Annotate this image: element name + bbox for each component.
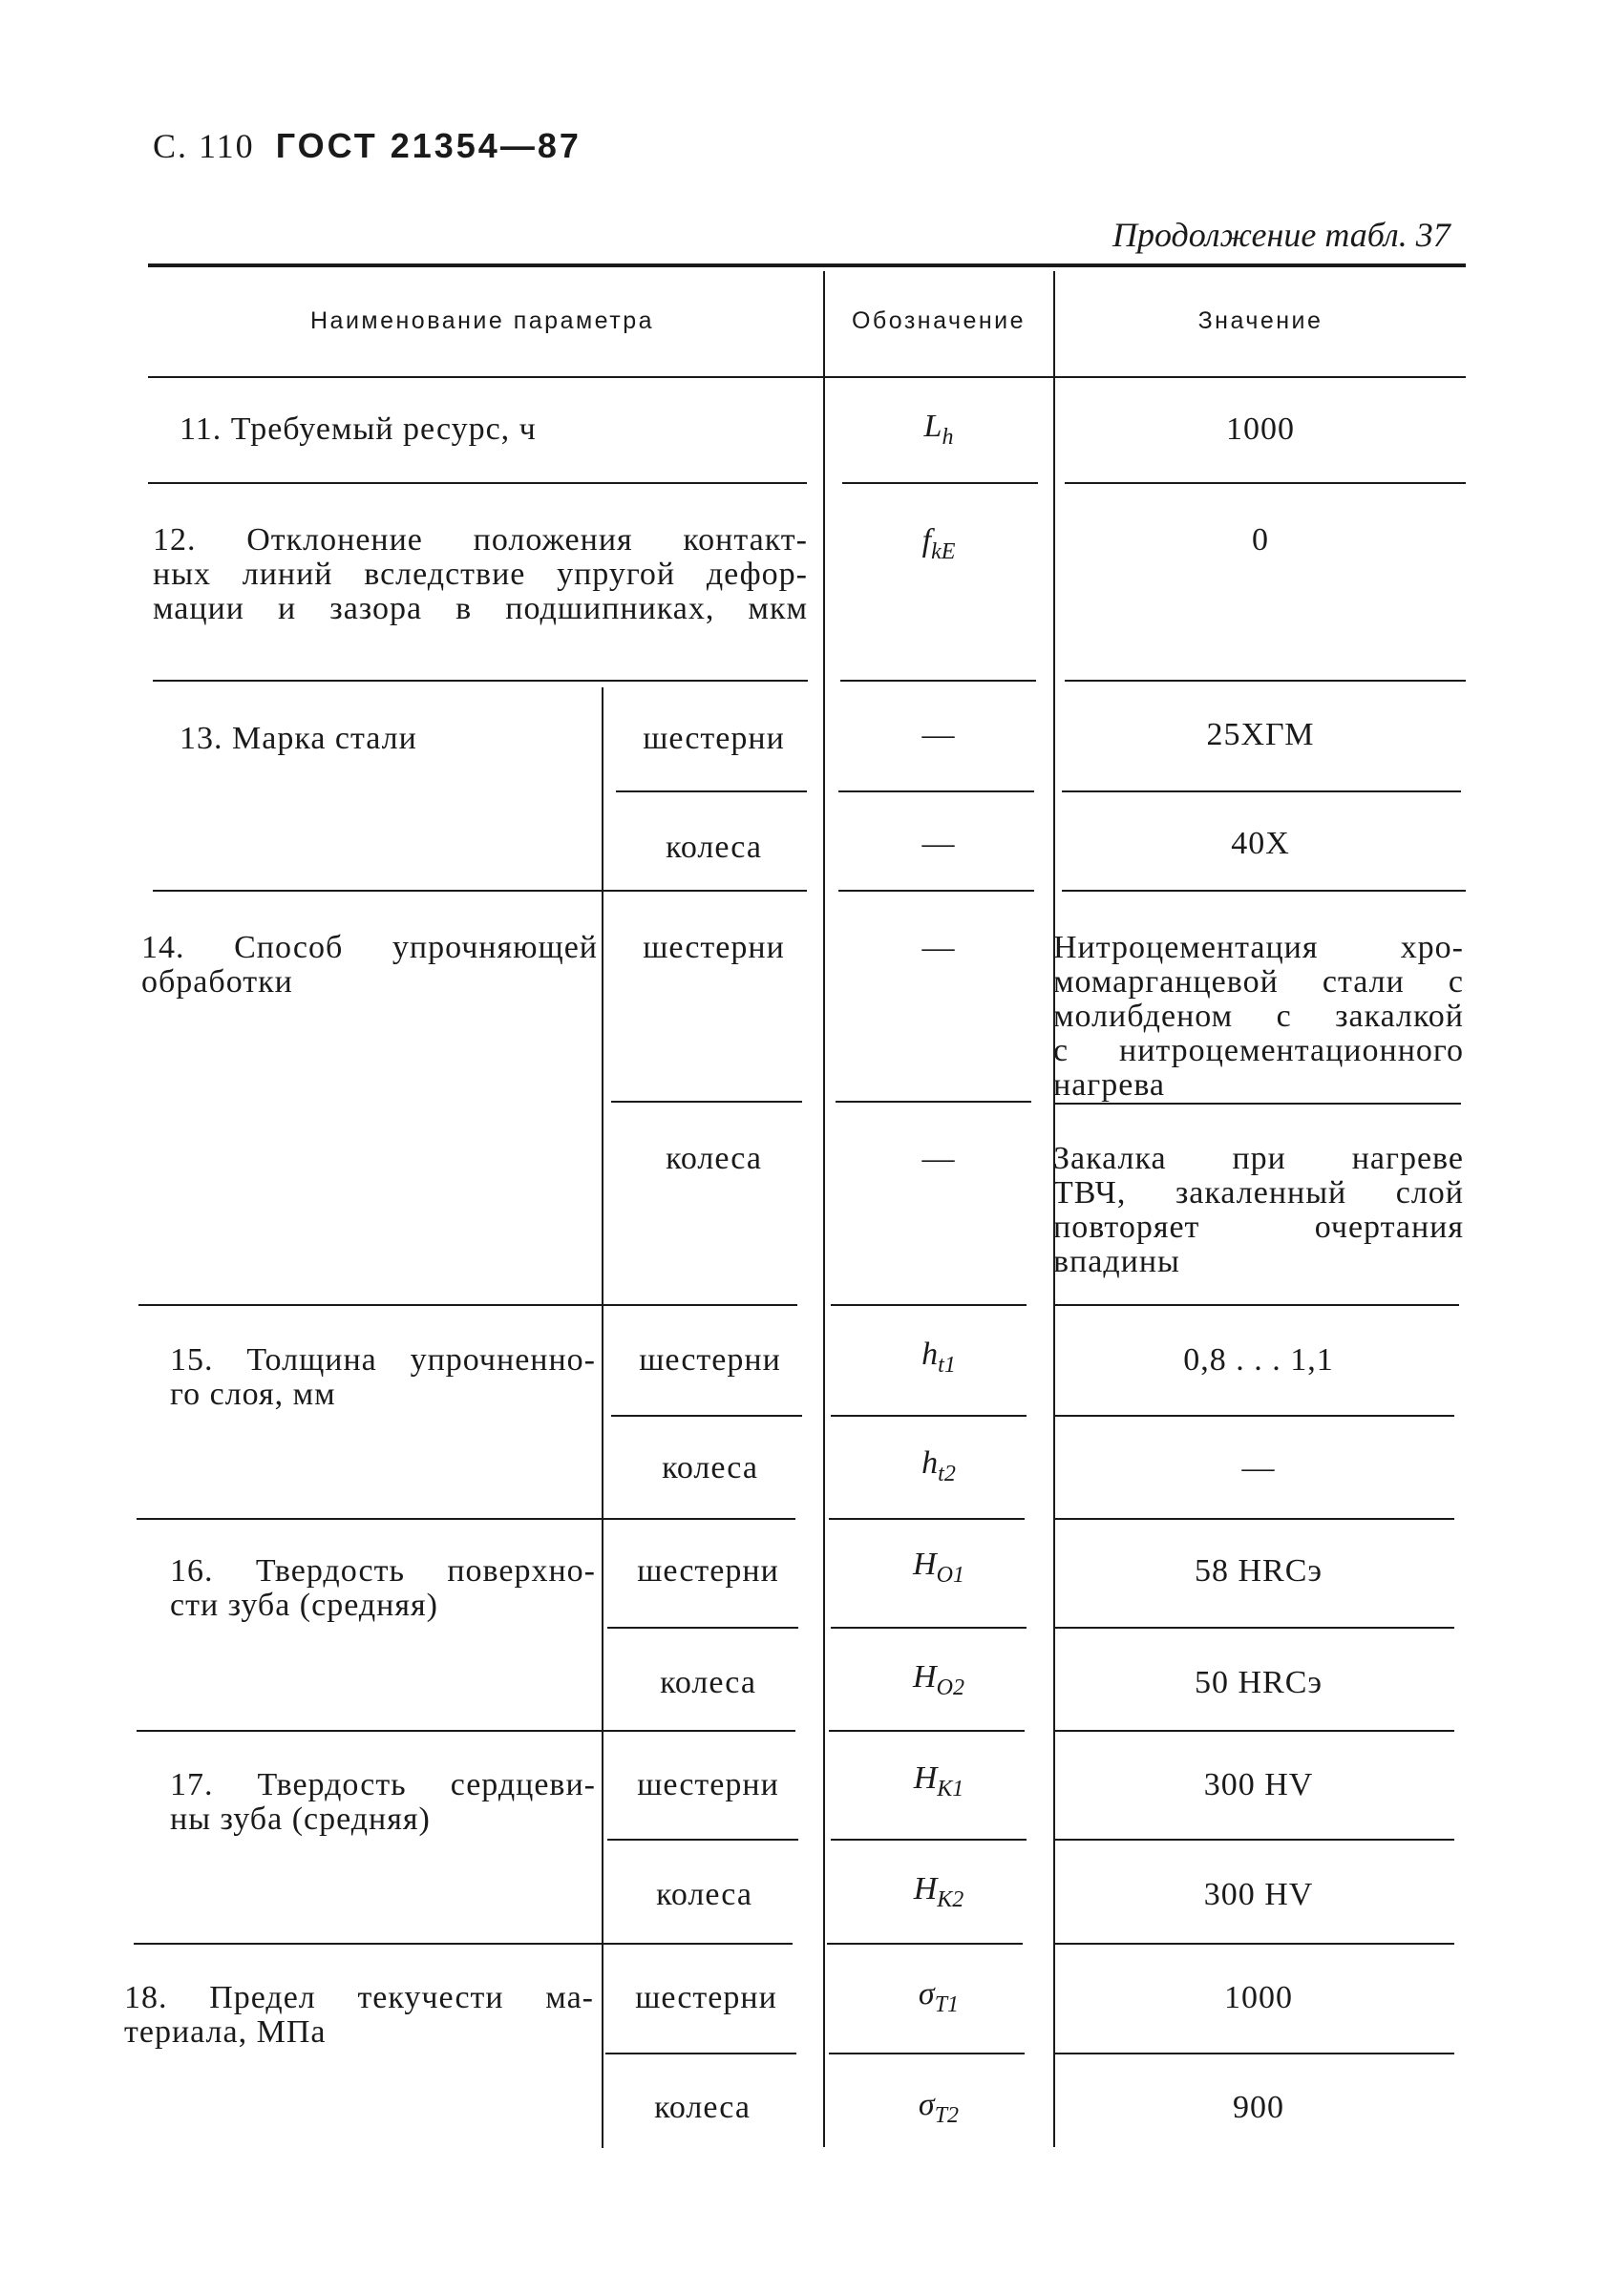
row-15-rule-symbol — [829, 1518, 1025, 1520]
row-17-name: 17. Твердость сердцеви- ны зуба (средняя) — [170, 1767, 596, 1837]
row-16-mid-rule-value — [1053, 1627, 1454, 1629]
row-16-name: 16. Твердость поверхно- сти зуба (средняя) — [170, 1553, 596, 1623]
row-14-rule-symbol — [831, 1304, 1027, 1306]
row-15-sub-2-value: — — [1241, 1450, 1276, 1485]
row-18-sub-1-value: 1000 — [1224, 1980, 1293, 2015]
row-12-name: 12. Отклонение положения контакт- ных линий вследствие упругой дефор- мации и зазора в подшипниках, мкм — [153, 522, 808, 626]
table-continuation-label: Продолжение табл. 37 — [1112, 216, 1450, 254]
row-14-sub-1-symbol: — — [921, 930, 956, 965]
row-17-rule-symbol — [827, 1943, 1023, 1945]
row-15-sub-1-label: шестерни — [639, 1342, 781, 1378]
column-divider-sublabel — [602, 687, 603, 2148]
row-12-value: 0 — [1252, 522, 1269, 558]
row-13-name: 13. Марка стали — [180, 721, 417, 756]
row-13-sub-2-symbol: — — [921, 826, 956, 861]
row-14-sub-2-symbol: — — [921, 1141, 956, 1176]
row-16-sub-1-label: шестерни — [637, 1553, 779, 1589]
row-17-mid-rule-symbol — [831, 1839, 1027, 1841]
row-11-rule-value — [1065, 482, 1466, 484]
row-11-rule-name — [148, 482, 807, 484]
row-15-mid-rule-symbol — [831, 1415, 1027, 1417]
row-18-mid-rule-value — [1053, 2053, 1454, 2054]
column-header-name: Наименование параметра — [309, 307, 655, 334]
row-16-sub-2-value: 50 HRCэ — [1194, 1665, 1323, 1700]
row-14-mid-rule-symbol — [836, 1101, 1031, 1103]
row-18-sub-2-label: колеса — [654, 2090, 751, 2125]
row-11-value: 1000 — [1226, 411, 1295, 447]
row-18-name: 18. Предел текучести ма- териала, МПа — [124, 1980, 594, 2050]
row-17-sub-1-symbol: $H_{K1}$ — [913, 1760, 964, 1801]
row-11-name: 11. Требуемый ресурс, ч — [180, 411, 537, 447]
row-14-sub-1-label: шестерни — [643, 930, 785, 965]
row-16-sub-1-symbol: $H_{O1}$ — [913, 1547, 964, 1588]
row-16-sub-2-symbol: $H_{O2}$ — [913, 1659, 964, 1700]
row-16-rule-symbol — [829, 1730, 1025, 1732]
row-15-mid-rule-label — [611, 1415, 802, 1417]
row-17-mid-rule-label — [607, 1839, 798, 1841]
row-16-rule-value — [1053, 1730, 1454, 1732]
row-17-sub-2-symbol: $H_{K2}$ — [913, 1871, 964, 1912]
row-13-sub-1-label: шестерни — [643, 721, 785, 756]
row-13-sub-1-symbol: — — [921, 717, 956, 752]
row-15-sub-2-label: колеса — [662, 1450, 758, 1485]
row-11-rule-symbol — [842, 482, 1038, 484]
row-14-mid-rule-label — [611, 1101, 802, 1103]
row-17-mid-rule-value — [1053, 1839, 1454, 1841]
row-13-sub-2-value: 40Х — [1231, 826, 1290, 861]
row-14-name: 14. Способ упрочняющей обработки — [141, 930, 598, 1000]
header-bottom-rule — [148, 376, 1466, 378]
row-17-rule-name — [134, 1943, 793, 1945]
row-14-rule-value — [1053, 1304, 1459, 1306]
row-14-sub-2-label: колеса — [666, 1141, 762, 1176]
row-18-sub-2-value: 900 — [1233, 2090, 1284, 2125]
row-14-sub-1-value: Нитроцементация хро- момарганцевой стали с молибденом с закалкой с нитроцементационного нагрева — [1053, 930, 1464, 1103]
row-14-rule-name — [138, 1304, 797, 1306]
row-15-rule-name — [137, 1518, 795, 1520]
page-number: С. 110 — [153, 127, 255, 165]
row-16-rule-name — [137, 1730, 795, 1732]
row-18-sub-1-symbol: $\sigma_{T1}$ — [918, 1976, 960, 2017]
row-13-sub-2-label: колеса — [666, 830, 762, 865]
row-15-name: 15. Толщина упрочненно- го слоя, мм — [170, 1342, 596, 1412]
row-15-sub-1-value: 0,8 . . . 1,1 — [1183, 1342, 1334, 1378]
row-18-sub-1-label: шестерни — [635, 1980, 777, 2015]
row-13-rule-name — [153, 890, 807, 892]
row-13-mid-rule-value — [1062, 790, 1461, 792]
row-16-mid-rule-label — [607, 1627, 798, 1629]
row-15-sub-2-symbol: $h_{t2}$ — [921, 1445, 956, 1486]
row-13-mid-rule-label — [616, 790, 807, 792]
row-14-mid-rule-value — [1053, 1103, 1461, 1105]
row-12-rule-value — [1065, 680, 1466, 682]
row-17-sub-2-label: колеса — [656, 1877, 752, 1912]
row-16-sub-2-label: колеса — [660, 1665, 756, 1700]
row-18-sub-2-symbol: $\sigma_{T2}$ — [918, 2087, 960, 2128]
row-18-mid-rule-symbol — [829, 2053, 1025, 2054]
column-header-symbol: Обозначение — [851, 307, 1027, 334]
page-header — [153, 126, 582, 166]
row-12-rule-symbol — [840, 680, 1036, 682]
row-13-rule-value — [1062, 890, 1466, 892]
column-header-value: Значение — [1197, 307, 1323, 334]
row-17-rule-value — [1053, 1943, 1454, 1945]
row-18-mid-rule-label — [605, 2053, 796, 2054]
row-14-sub-2-value: Закалка при нагреве ТВЧ, закаленный слой повторяет очертания впадины — [1053, 1141, 1464, 1279]
row-13-rule-symbol — [838, 890, 1034, 892]
table-top-rule — [148, 263, 1466, 267]
row-13-sub-1-value: 25ХГМ — [1206, 717, 1315, 752]
row-12-rule-name — [153, 680, 808, 682]
row-15-rule-value — [1053, 1518, 1454, 1520]
row-13-mid-rule-symbol — [838, 790, 1034, 792]
row-17-sub-1-label: шестерни — [637, 1767, 779, 1802]
row-16-mid-rule-symbol — [831, 1627, 1027, 1629]
row-15-sub-1-symbol: $h_{t1}$ — [921, 1337, 956, 1378]
row-11-symbol: $L_h$ — [923, 409, 954, 450]
row-17-sub-1-value: 300 HV — [1203, 1767, 1314, 1802]
row-15-mid-rule-value — [1053, 1415, 1454, 1417]
row-17-sub-2-value: 300 HV — [1203, 1877, 1314, 1912]
standard-title: ГОСТ 21354—87 — [275, 126, 582, 165]
row-16-sub-1-value: 58 HRCэ — [1194, 1553, 1323, 1589]
row-12-symbol: $f_{kE}$ — [921, 523, 956, 564]
